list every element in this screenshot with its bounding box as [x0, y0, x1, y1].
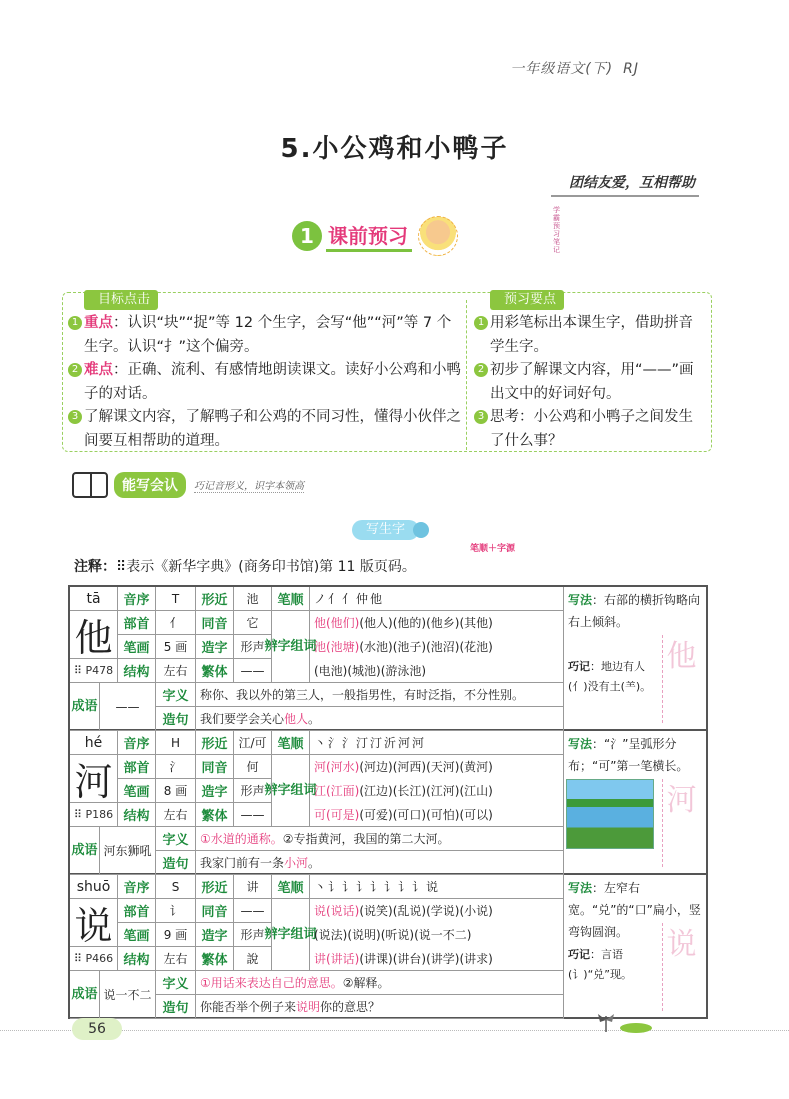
- stroke-order-tag: 笔顺＋字源: [470, 544, 516, 554]
- write-chars-tag: 写生字: [352, 520, 419, 540]
- xingjin-value: 讲: [234, 875, 272, 899]
- label-bihua: 笔画: [118, 779, 156, 803]
- big-character: [70, 899, 118, 947]
- goal-number: 2: [68, 363, 82, 377]
- zaozi-value: 形声: [234, 779, 272, 803]
- lesson-title: 5.小公鸡和小鸭子: [280, 134, 509, 164]
- goal-text: ：正确、流利、有感情地朗读课文。读好小公鸡和小鸭子的对话。: [84, 362, 461, 402]
- bushou-value: 亻: [156, 611, 196, 635]
- goal-key: 重点: [84, 315, 113, 331]
- dictionary-page: ⠿ P186: [70, 803, 118, 827]
- goal-text: 了解课文内容，了解鸭子和公鸡的不同习性，懂得小伙伴之间要互相帮助的道理。: [84, 409, 461, 449]
- example-sentence: 我们要学会关心 他人 。: [196, 707, 564, 731]
- section-preview-heading: [292, 218, 458, 254]
- char-block-he: [70, 731, 706, 875]
- idiom-value: 河东狮吼: [100, 827, 156, 875]
- preview-text: 用彩笔标出本课生字，借助拼音学生字。: [490, 315, 693, 355]
- page-number: 56: [72, 1018, 122, 1040]
- zaozi-value: 形声: [234, 923, 272, 947]
- char-block-ta: [70, 587, 706, 731]
- label-bishun: 笔顺: [272, 875, 310, 899]
- label-zaozi: 造字: [196, 635, 234, 659]
- label-bihua: 笔画: [118, 635, 156, 659]
- goal-key: 难点: [84, 362, 113, 378]
- book-title: 一年级语文(下): [510, 61, 614, 77]
- bushou-value: 讠: [156, 899, 196, 923]
- write-section-heading: [72, 470, 304, 500]
- word-list: [310, 611, 564, 683]
- dictionary-page: ⠿ P466: [70, 947, 118, 971]
- label-jiegou: 结构: [118, 803, 156, 827]
- zaozi-value: 形声: [234, 635, 272, 659]
- preview-points-tag: 预习要点: [490, 290, 564, 310]
- writing-tip: 右部的横折钩略向右上倾斜。: [568, 593, 701, 629]
- tracing-character: 河: [662, 779, 700, 867]
- label-jiegou: 结构: [118, 947, 156, 971]
- word-line: (说法)(说明)(听说)(说一不二): [314, 927, 472, 942]
- yinxu-value: S: [156, 875, 196, 899]
- word-line: 池(池塘)(水池)(池子)(池沼)(花池): [314, 639, 493, 654]
- jiegou-value: 左右: [156, 659, 196, 683]
- yinxu-value: H: [156, 731, 196, 755]
- word-list: [310, 899, 564, 971]
- yinxu-value: T: [156, 587, 196, 611]
- fanti-value: ——: [234, 659, 272, 683]
- windmill-icon: [596, 1012, 656, 1034]
- word-line: 讲(讲话)(讲课)(讲台)(讲学)(讲求): [314, 951, 493, 966]
- preview-item: [474, 359, 706, 406]
- label-xiefa: 写法: [568, 593, 593, 607]
- label-yinxu: 音序: [118, 875, 156, 899]
- label-ziyi: 字义: [156, 971, 196, 995]
- goal-number: 1: [68, 316, 82, 330]
- example-sentence: 你能否举个例子来 说明 你的意思？: [196, 995, 564, 1019]
- goal-item: [68, 406, 463, 453]
- meaning-text: ①用话来表达自己的意思。 ②解释。: [196, 971, 564, 995]
- label-xingjin: 形近: [196, 731, 234, 755]
- char-info-grid: [70, 587, 564, 683]
- xingjin-value: 池: [234, 587, 272, 611]
- jiegou-value: 左右: [156, 803, 196, 827]
- memory-tip: 巧记：言语(讠)“兑”现。: [568, 948, 632, 981]
- word-line: 江(江面)(江边)(长江)(江河)(江山): [314, 783, 493, 798]
- pinyin: shuō: [70, 875, 118, 899]
- label-fanti: 繁体: [196, 803, 234, 827]
- big-character: [70, 611, 118, 659]
- preview-item: [474, 406, 706, 453]
- label-fanti: 繁体: [196, 659, 234, 683]
- label-bianzi: 辨字组词: [272, 611, 310, 683]
- label-zaoju: 造句: [156, 851, 196, 875]
- girl-illustration-icon: [418, 216, 458, 256]
- goal-text: ：认识“块”“捉”等 12 个生字，会写“他”“河”等 7 个生字。认识“扌”这个偏旁。: [84, 315, 452, 355]
- writing-tips-pane: 写法：“氵”呈弧形分布；“可”第一笔横长。 河: [564, 731, 706, 875]
- memory-tip: 巧记：地边有人(亻)没有土(⺷)。: [568, 660, 652, 693]
- label-bushou: 部首: [118, 611, 156, 635]
- idiom-value: 说一不二: [100, 971, 156, 1019]
- stroke-order: ノ亻亻仲他: [310, 587, 564, 611]
- label-chengyu: 成语: [70, 683, 100, 731]
- bihua-value: 8 画: [156, 779, 196, 803]
- river-picture: [566, 779, 654, 849]
- example-sentence: 我家门前有一条 小河 。: [196, 851, 564, 875]
- side-note: 学霸预习笔记: [553, 206, 560, 254]
- label-zaozi: 造字: [196, 923, 234, 947]
- label-chengyu: 成语: [70, 971, 100, 1019]
- meaning-grid: [70, 971, 564, 1019]
- tracing-character: 说: [662, 923, 700, 1011]
- label-bianzi: 辨字组词: [272, 755, 310, 827]
- label-yinxu: 音序: [118, 587, 156, 611]
- label-zaoju: 造句: [156, 995, 196, 1019]
- label-bishun: 笔顺: [272, 731, 310, 755]
- label-jiegou: 结构: [118, 659, 156, 683]
- tracing-character: 他: [662, 635, 700, 723]
- label-bushou: 部首: [118, 755, 156, 779]
- goals-tag: 目标点击: [84, 290, 158, 310]
- pinyin: tā: [70, 587, 118, 611]
- stroke-order: 丶讠讠讠讠讠讠讠说: [310, 875, 564, 899]
- meaning-grid: [70, 683, 564, 731]
- preview-text: 初步了解课文内容，用“——”画出文中的好词好句。: [490, 362, 694, 402]
- word-line: 说(说话)(说笑)(乱说)(学说)(小说): [314, 903, 493, 918]
- label-tongyin: 同音: [196, 611, 234, 635]
- goal-item: [68, 312, 463, 359]
- label-bishun: 笔顺: [272, 587, 310, 611]
- idiom-value: ——: [100, 683, 156, 731]
- label-tongyin: 同音: [196, 899, 234, 923]
- write-section-title: 能写会认: [114, 472, 186, 498]
- fanti-value: ——: [234, 803, 272, 827]
- word-line: 他(他们)(他人)(他的)(他乡)(其他): [314, 615, 493, 630]
- label-zaoju: 造句: [156, 707, 196, 731]
- jiegou-value: 左右: [156, 947, 196, 971]
- writing-tips-pane: 写法：左窄右宽。“兑”的“口”扁小，竖弯钩圆润。 巧记：言语(讠)“兑”现。 说: [564, 875, 706, 1019]
- word-line: 可(可是)(可爱)(可口)(可怕)(可以): [314, 807, 493, 822]
- label-bushou: 部首: [118, 899, 156, 923]
- preview-text: 思考：小公鸡和小鸭子之间发生了什么事？: [490, 409, 693, 449]
- section-number: 1: [292, 221, 322, 251]
- char-block-shuo: [70, 875, 706, 1017]
- character-glyph: 说: [74, 904, 113, 948]
- word-line: 河(河水)(河边)(河西)(天河)(黄河): [314, 759, 493, 774]
- meaning-grid: [70, 827, 564, 875]
- word-list: [310, 755, 564, 827]
- label-yinxu: 音序: [118, 731, 156, 755]
- note-label: 注释：: [74, 559, 116, 575]
- goals-left-list: [68, 312, 463, 453]
- big-character: [70, 755, 118, 803]
- meaning-text: 称你、我以外的第三人，一般指男性，有时泛指，不分性别。: [196, 683, 564, 707]
- writing-tip: “氵”呈弧形分布；“可”第一笔横长。: [568, 737, 689, 773]
- char-info-grid: [70, 731, 564, 827]
- preview-points-list: [474, 312, 706, 453]
- preview-item: [474, 312, 706, 359]
- label-xingjin: 形近: [196, 587, 234, 611]
- preview-number: 3: [474, 410, 488, 424]
- book-header: [510, 58, 639, 78]
- section-title: 课前预习: [326, 220, 412, 252]
- label-xingjin: 形近: [196, 875, 234, 899]
- bihua-value: 9 画: [156, 923, 196, 947]
- edition-label: RJ: [623, 61, 639, 77]
- stroke-order: 丶氵氵汀汀沂河河: [310, 731, 564, 755]
- label-xiefa: 写法: [568, 737, 593, 751]
- note-text: ⠿表示《新华字典》(商务印书馆)第 11 版页码。: [116, 559, 416, 575]
- lesson-subtitle: 团结友爱，互相帮助: [551, 172, 699, 197]
- pinyin: hé: [70, 731, 118, 755]
- char-info-grid: [70, 875, 564, 971]
- goal-number: 3: [68, 410, 82, 424]
- writing-tips-pane: 写法：右部的横折钩略向右上倾斜。 巧记：地边有人(亻)没有土(⺷)。 他: [564, 587, 706, 731]
- goals-divider: [466, 300, 467, 450]
- annotation-note: [74, 556, 416, 576]
- label-zaozi: 造字: [196, 779, 234, 803]
- preview-number: 2: [474, 363, 488, 377]
- meaning-text: ①水道的通称。 ②专指黄河，我国的第二大河。: [196, 827, 564, 851]
- book-icon: [72, 472, 108, 498]
- tongyin-value: 它: [234, 611, 272, 635]
- tongyin-value: 何: [234, 755, 272, 779]
- bushou-value: 氵: [156, 755, 196, 779]
- goal-item: [68, 359, 463, 406]
- label-ziyi: 字义: [156, 827, 196, 851]
- writing-tip: 左窄右宽。“兑”的“口”扁小，竖弯钩圆润。: [568, 881, 701, 939]
- label-bianzi: 辨字组词: [272, 899, 310, 971]
- label-fanti: 繁体: [196, 947, 234, 971]
- character-table: [68, 585, 708, 1019]
- character-glyph: 河: [74, 760, 113, 804]
- label-xiefa: 写法: [568, 881, 593, 895]
- xingjin-value: 江/可: [234, 731, 272, 755]
- tongyin-value: ——: [234, 899, 272, 923]
- label-chengyu: 成语: [70, 827, 100, 875]
- character-glyph: 他: [74, 616, 113, 660]
- dictionary-page: ⠿ P478: [70, 659, 118, 683]
- write-section-hint: 巧记音形义，识字本领高: [194, 477, 304, 493]
- label-ziyi: 字义: [156, 683, 196, 707]
- word-line: (电池)(城池)(游泳池): [314, 663, 427, 678]
- label-bihua: 笔画: [118, 923, 156, 947]
- bihua-value: 5 画: [156, 635, 196, 659]
- preview-number: 1: [474, 316, 488, 330]
- label-tongyin: 同音: [196, 755, 234, 779]
- fanti-value: 說: [234, 947, 272, 971]
